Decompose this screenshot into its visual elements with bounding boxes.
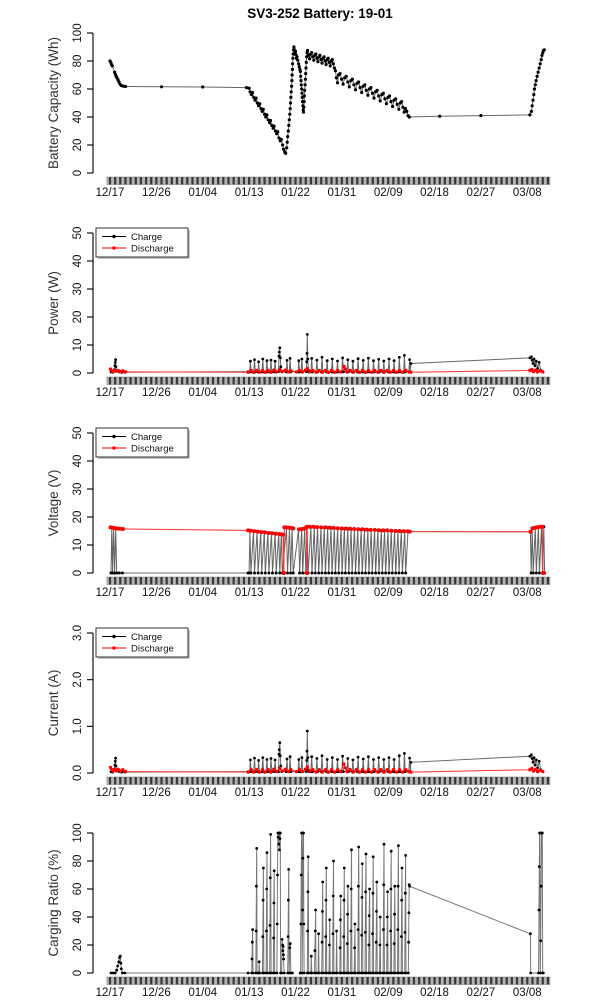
svg-text:30: 30 [72,482,84,496]
panel-battery-capacity [0,0,600,200]
svg-text:0.0: 0.0 [72,765,84,781]
svg-text:12/26: 12/26 [141,787,171,799]
panel-carging-ratio [0,800,600,1000]
svg-text:02/27: 02/27 [466,387,496,399]
svg-text:02/27: 02/27 [466,987,496,999]
y-axis [46,227,93,377]
svg-text:01/31: 01/31 [327,987,357,999]
svg-text:01/31: 01/31 [327,787,357,799]
panel-current [0,600,600,800]
svg-text:0: 0 [72,369,84,377]
x-axis-band [107,377,550,385]
svg-text:60: 60 [72,82,84,96]
svg-text:02/18: 02/18 [420,187,449,199]
svg-text:60: 60 [72,882,84,896]
chart-title: SV3-252 Battery: 19-01 [247,6,393,21]
svg-text:02/27: 02/27 [466,787,496,799]
svg-text:0: 0 [72,969,84,977]
x-tick-labels [96,187,542,199]
legend-discharge-label: Discharge [131,443,174,455]
svg-text:10: 10 [72,538,84,552]
svg-text:40: 40 [72,110,84,124]
svg-text:12/26: 12/26 [141,387,171,399]
svg-text:0: 0 [72,569,84,577]
legend-charge-marker [112,635,115,638]
legend-charge-label: Charge [131,632,163,643]
panel-carging-ratio-svg [0,800,600,1000]
svg-text:30: 30 [72,282,84,296]
y-axis-title: Carging Ratio (%) [46,849,61,957]
svg-text:02/09: 02/09 [373,587,403,599]
svg-text:40: 40 [72,254,84,268]
svg-text:02/18: 02/18 [420,387,449,399]
series-charge [110,333,545,374]
svg-text:01/13: 01/13 [234,787,264,799]
svg-text:01/22: 01/22 [281,387,310,399]
svg-text:02/09: 02/09 [373,387,403,399]
legend-charge-marker [112,235,115,238]
svg-text:01/13: 01/13 [234,987,264,999]
svg-text:100: 100 [72,23,84,43]
svg-text:03/08: 03/08 [512,387,542,399]
svg-text:50: 50 [72,226,84,240]
svg-text:01/13: 01/13 [234,587,264,599]
svg-text:01/13: 01/13 [234,187,264,199]
svg-text:80: 80 [72,854,84,868]
x-tick-labels [96,387,542,399]
svg-text:1.0: 1.0 [72,718,85,735]
x-tick-labels [96,787,542,799]
legend-discharge-marker [112,646,115,649]
svg-text:01/04: 01/04 [188,387,218,399]
svg-text:02/09: 02/09 [373,187,403,199]
svg-text:12/17: 12/17 [95,987,125,999]
svg-text:02/09: 02/09 [373,987,403,999]
svg-text:01/22: 01/22 [281,187,310,199]
svg-text:01/04: 01/04 [188,587,218,599]
svg-text:01/31: 01/31 [327,187,357,199]
svg-text:12/17: 12/17 [95,387,125,399]
y-axis [46,625,93,781]
x-axis-band [107,977,550,985]
legend [96,628,190,659]
svg-text:03/08: 03/08 [512,587,542,599]
x-axis-band [107,577,550,585]
svg-text:02/09: 02/09 [373,787,403,799]
svg-text:12/17: 12/17 [95,587,125,599]
legend [96,428,190,459]
panel-current-svg [0,600,600,800]
legend-charge-label: Charge [131,232,163,243]
svg-text:01/31: 01/31 [327,387,357,399]
svg-text:3.0: 3.0 [72,625,84,641]
x-axis-band [107,777,550,785]
y-axis [46,23,93,176]
svg-text:01/22: 01/22 [281,987,310,999]
svg-text:02/27: 02/27 [466,587,496,599]
svg-text:100: 100 [72,823,84,843]
svg-text:02/18: 02/18 [420,587,449,599]
svg-text:12/17: 12/17 [95,187,125,199]
y-axis [46,427,93,577]
svg-text:12/26: 12/26 [141,987,171,999]
svg-text:20: 20 [72,510,84,524]
series-charge [110,525,547,574]
y-axis-title: Current (A) [46,669,61,737]
series-capacity [108,45,546,155]
x-tick-labels [96,587,542,599]
legend-discharge-label: Discharge [131,643,174,655]
svg-text:03/08: 03/08 [512,187,542,199]
y-axis-title: Voltage (V) [46,469,61,537]
y-axis [46,823,93,976]
series-ratio [110,832,545,975]
svg-text:12/17: 12/17 [95,787,125,799]
svg-text:01/22: 01/22 [281,787,310,799]
svg-text:80: 80 [72,54,84,68]
svg-text:01/04: 01/04 [188,787,218,799]
legend [96,228,190,259]
legend-discharge-marker [112,446,115,449]
panel-battery-capacity-svg [0,0,600,200]
svg-text:01/04: 01/04 [188,987,218,999]
svg-text:40: 40 [72,454,84,468]
panel-voltage [0,400,600,600]
svg-text:01/04: 01/04 [188,187,218,199]
x-tick-labels [96,987,542,999]
svg-text:02/18: 02/18 [420,787,449,799]
svg-text:02/18: 02/18 [420,987,449,999]
svg-text:40: 40 [72,910,84,924]
svg-text:12/26: 12/26 [141,187,171,199]
svg-text:03/08: 03/08 [512,987,542,999]
panel-voltage-svg [0,400,600,600]
y-axis-title: Battery Capacity (Wh) [46,36,61,170]
x-axis-band [107,177,550,185]
svg-text:20: 20 [72,938,84,952]
panel-power-svg [0,200,600,400]
series-charge [110,730,545,774]
svg-text:02/27: 02/27 [466,187,496,199]
y-axis-title: Power (W) [46,271,61,335]
svg-text:01/31: 01/31 [327,587,357,599]
svg-text:12/26: 12/26 [141,587,171,599]
svg-text:20: 20 [72,310,84,324]
svg-text:03/08: 03/08 [512,787,542,799]
panel-power [0,200,600,400]
svg-text:01/22: 01/22 [281,587,310,599]
svg-text:01/13: 01/13 [234,387,264,399]
legend-charge-label: Charge [131,432,163,443]
svg-text:2.0: 2.0 [72,671,84,688]
svg-text:10: 10 [72,338,84,352]
legend-discharge-marker [112,246,115,249]
svg-text:50: 50 [72,426,84,440]
svg-text:20: 20 [72,138,84,152]
svg-text:0: 0 [72,169,84,177]
legend-discharge-label: Discharge [131,243,174,255]
legend-charge-marker [112,435,115,438]
